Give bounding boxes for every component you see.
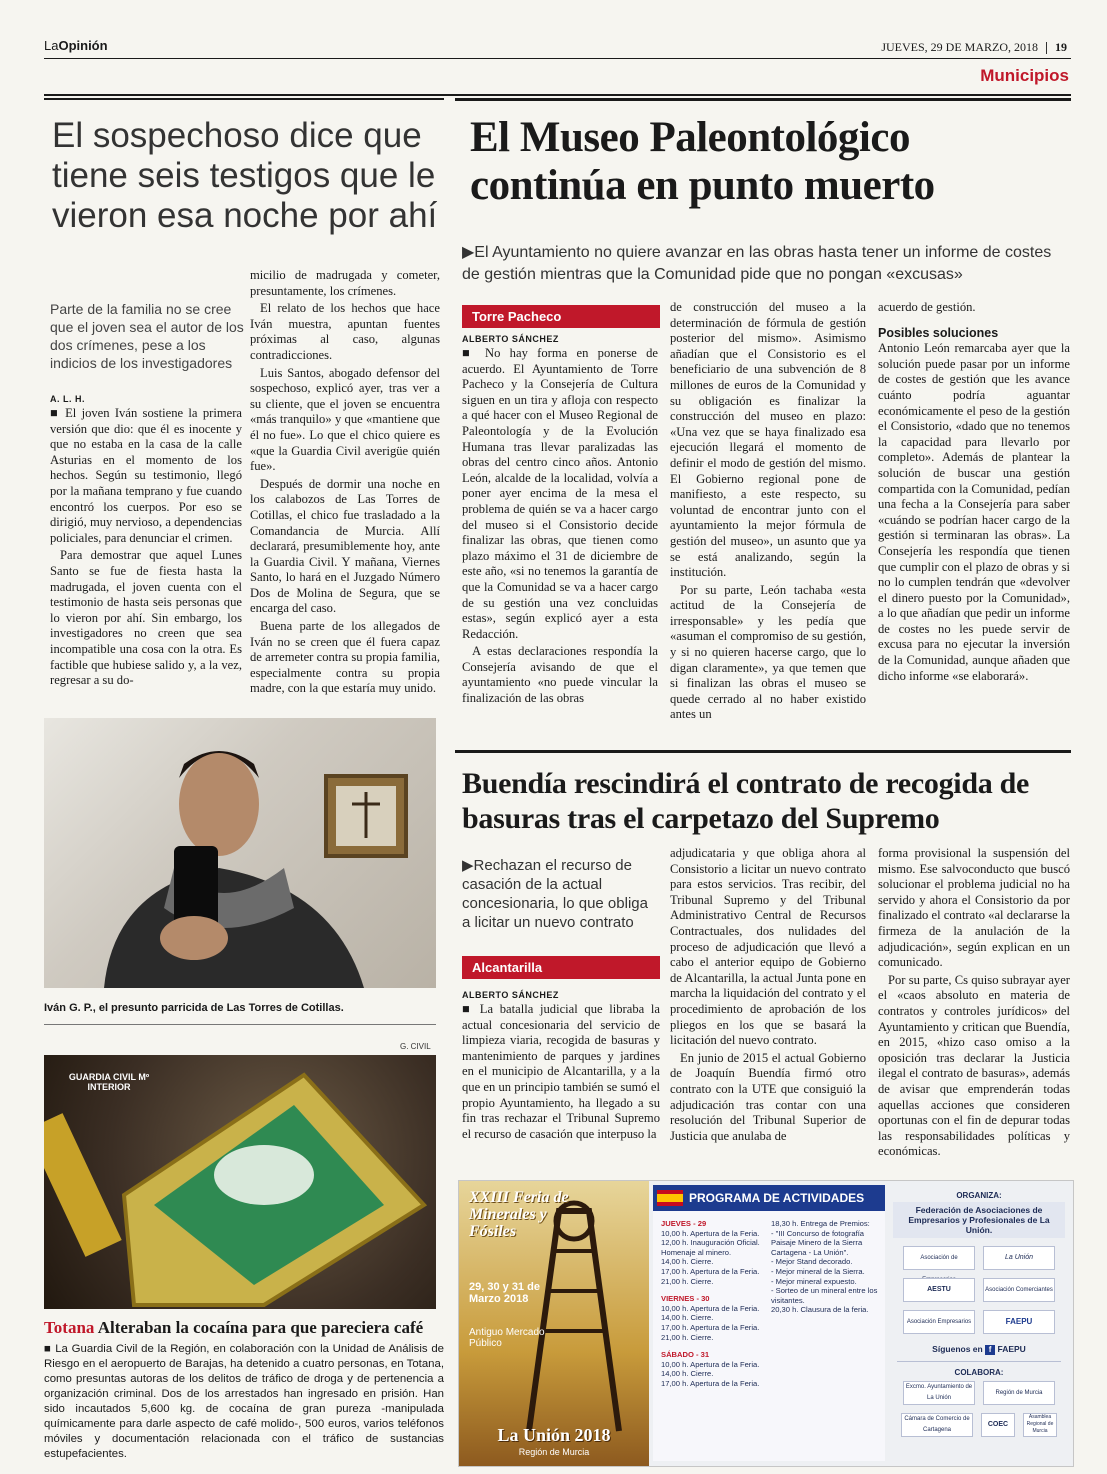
museum-col2-p1: de construcción del museo a la determinación de fórmula de gestión posterior del mismo». Asimismo añadían que el Consistorio es el beneficiario de una subvención de 8 millones de euros de la Comunidad y su obligación es finalizar la construcción del museo en plazo: «Una vez que se haya finalizado esa ejecución llegará el momento de definir el modo de gestión del mismo. El Gobierno regional pone de manifiesto, a este respecto, su voluntad de encontrar junto con el ayuntamiento la mejor fórmula de gestión del museo», un asunto que ya se está analizando, según la institución. <box>670 300 866 580</box>
buendia-col3 <box>878 846 1070 1162</box>
colab-logo: Región de Murcia <box>983 1381 1055 1405</box>
ad-fair-brand: La Unión 2018 <box>497 1425 611 1445</box>
museum-headline: El Museo Paleontológico continúa en punto muerto <box>470 114 935 209</box>
ad-program-left <box>661 1219 767 1389</box>
header-rule <box>44 58 1071 59</box>
museum-col1 <box>462 346 658 709</box>
program-item: - Mejor mineral de la Sierra. <box>771 1266 865 1276</box>
program-item: - Sorteo de un mineral entre los visitantes. <box>771 1286 878 1305</box>
museum-col2 <box>670 300 866 725</box>
left-col2-p4: Después de dormir una noche en los calabozos de Las Torres de Cotillas, el chico fue trasladado a la Comandancia de Murcia. Allí declarará, presumiblemente hoy, ante la Guardia Civil. Y mañana, Viernes Santo, lo hará en el Juzgado Número Dos de Molina de Segura, que se encarga del caso. <box>250 476 440 616</box>
page-number: 19 <box>1055 40 1067 54</box>
org-logo: La Unión <box>983 1246 1055 1270</box>
left-col2-p1: micilio de madrugada y cometer, presuntamente, los crímenes. <box>250 268 440 298</box>
ad-follow <box>889 1344 1069 1355</box>
program-item: 17,00 h. Apertura de la Feria. <box>661 1322 760 1332</box>
totana-headline: Alteraban la cocaína para que pareciera café <box>97 1318 424 1337</box>
left-headline: El sospechoso dice que tiene seis testigos que le vieron esa noche por ahí <box>52 116 438 235</box>
museum-col3-top: acuerdo de gestión. <box>878 300 976 314</box>
colab-logo: Asamblea Regional de Murcia <box>1023 1413 1057 1437</box>
ad-organiza-label: ORGANIZA: <box>956 1191 1002 1200</box>
ad-follow-label: Síguenos en <box>932 1344 983 1354</box>
ad-program <box>653 1185 885 1461</box>
museum-subhead: ▶El Ayuntamiento no quiere avanzar en las obras hasta tener un informe de costes de gestión mientras que la Comunidad pide que no pongan «excusas» <box>462 244 1052 283</box>
totana-location: Totana <box>44 1318 95 1337</box>
cocaine-photo <box>44 1055 436 1309</box>
org-logo: FAEPU <box>983 1310 1055 1334</box>
ad-org-logos <box>889 1242 1069 1338</box>
museum-col2-p2: Por su parte, León tachaba «esta actitud de la Consejería de irresponsable» y les pedía que «asuman el compromiso de su gestión, y si no quieren hacerse cargo, que lo digan claramente», ya que temen que si finalizan las obras el museo se quede cerrado al no haber existido antes un <box>670 582 866 722</box>
left-col2-p5: Buena parte de los allegados de Iván no se creen que él fuera capaz de arremeter contra su propia familia, especialmente contra su propia madre, con la que estaría muy unido. <box>250 619 440 696</box>
buendia-col2-p2: En junio de 2015 el actual Gobierno de Joaquín Buendía firmó otro contrato con la UTE que consiguió la adjudicación tras contar con una resolución del Tribunal Superior de Justicia que anulaba de <box>670 1050 866 1143</box>
ad-program-header <box>653 1185 885 1211</box>
program-item: 14,00 h. Cierre. <box>661 1257 714 1267</box>
buendia-col1-p1: ■ La batalla judicial que libraba la actual concesionaria del servicio de limpieza viaria, recogida de basuras y mantenimiento de parques y jardines en el municipio de Alcantarilla, y a la que en un principio también se sumó el propio Ayuntamiento, ha llegado a su fin tras rechazar el Tribunal Supremo el recurso de casación que interpuso la <box>462 1002 660 1141</box>
program-item: - Mejor mineral expuesto. <box>771 1276 857 1286</box>
museum-col1-p1: ■ No hay forma en ponerse de acuerdo. El Ayuntamiento de Torre Pacheco y la Consejería de Cultura siguen en un tira y afloja con respecto a qué hacer con el Museo Regional de Paleontología y de la Evolución Humana tras llevar paralizadas las obras del centro cinco años. Antonio León, alcalde de la localidad, volvía a poner ayer encima de la mesa el problema de quién se va a hacer cargo del museo si el Consistorio decide finalizar las obras, que tienen como plazo máximo el 31 de diciembre de este año, «si no tenemos la garantía de que la Comunidad se va a hacer cargo de su gestión una vez concluidas estas», según explicó ayer a esta Redacción. <box>462 346 658 641</box>
left-lead: Parte de la familia no se cree que el joven sea el autor de los dos crímenes, pese a los indicios de los investigadores <box>50 301 244 371</box>
masthead <box>44 38 108 53</box>
cocaine-photo-illustration <box>44 1055 436 1309</box>
museum-col3-p1: Antonio León remarcaba ayer que la solución puede pasar por un informe de costes de gestión que les avance cuánto podría aguantar económicamente el peso de la gestión el Consistorio, «dado que no tenemos la capacidad para llevarlo por completo». Además de plantear la solución de buscar una gestión compartida con la Comunidad, pedían una fecha a la Consejería para saber «cuándo se podrían hacer cargo de la gestión si terminaran las obras». La Consejería les respondía que tienen que cumplir con el plazo de obras y si no lo cumplen tendrán que «devolver el dinero puesto por la Comunidad», a lo que añadían que pedir un informe de costes no les puede servir de excusa para no ejecutar la inversión de la Comunidad, aunque añaden que dicho informe «se elaborará». <box>878 341 1070 683</box>
buendia-col3-p2: Por su parte, Cs quiso subrayar ayer el «caos absoluto en materia de contratos y controles jurídicos» del Ayuntamiento y critican que Buendía, en 2015, «hizo caso omiso a la oposición tras declarar la Justicia ilegal el contrato de basuras», además de avisar que emprenderán todas aquellas acciones que consideren oportunas con el fin de depurar todas las responsabilidades políticas y económicas. <box>878 972 1070 1159</box>
ad-sponsors <box>889 1185 1069 1461</box>
museum-col3 <box>878 300 1070 686</box>
ad-fair-region: Región de Murcia <box>518 1447 590 1457</box>
ad-fair-panel <box>459 1181 649 1466</box>
org-logo: AESTU <box>903 1278 975 1302</box>
ad-fair-title: XXIII Feria de Minerales y Fósiles <box>469 1189 569 1240</box>
ad-follow-handle: FAEPU <box>997 1344 1026 1354</box>
program-item: 21,00 h. Cierre. <box>661 1332 714 1342</box>
program-item: 17,00 h. Apertura de la Feria. <box>661 1266 760 1276</box>
colab-logo: Excmo. Ayuntamiento de La Unión <box>903 1381 975 1405</box>
left-col2-p3: Luis Santos, abogado defensor del sospechoso, explicó ayer, tras ver a su cliente, que el joven se encuentra «más tranquilo» y que «mantiene que él no fue». Lo que el chico quiere es «que la Guardia Civil averigüe quién fue». <box>250 365 440 474</box>
totana-body: ■ La Guardia Civil de la Región, en colaboración con la Unidad de Análisis de Riesgo en el aeropuerto de Barajas, ha detenido a cuatro personas, en Totana, como presuntas autoras de los delitos de tráfico de droga y de pertenencia a organización criminal. Dos de los arrestados han ingresado en prisión. Han sido incautados 5,600 kg. de cocaína de gran pureza -manipulada químicamente para darle aspecto de café molido-, 500 euros, varios teléfonos móviles y documentación relacionada con el tráfico de sustancias estupefacientes. <box>44 1343 444 1460</box>
program-day-3: SÁBADO - 31 <box>661 1350 710 1360</box>
masthead-pre: La <box>44 38 59 53</box>
date-text: JUEVES, 29 DE MARZO, 2018 <box>881 40 1038 54</box>
buendia-col2-p1: adjudicataria y que obliga ahora al Consistorio a licitar un nuevo contrato para estos servicios. Tras recibir, del Tribunal Supremo y del Tribunal Administrativo Central de Recursos Contractuales, dos nulidades del proceso de adjudicación que llevó a cabo el anterior equipo de Gobierno de Alcantarilla, la actual Junta pone en marcha la liquidación del contrato y el procedimiento de aprobación de los pliegos en los que se basará la licitación del nuevo contrato. <box>670 846 866 1048</box>
buendia-top-rule <box>455 750 1071 753</box>
museum-col3-heading: Posibles soluciones <box>878 325 999 340</box>
cocaine-photo-credit: G. CIVIL <box>400 1042 431 1051</box>
buendia-location-tag: Alcantarilla <box>462 956 660 979</box>
museum-location-tag: Torre Pacheco <box>462 305 660 328</box>
left-byline: A. L. H. <box>50 394 85 404</box>
ad-divider <box>897 1361 1061 1362</box>
program-item: 14,00 h. Cierre. <box>661 1313 714 1323</box>
suspect-photo-caption: Iván G. P., el presunto parricida de Las Torres de Cotillas. <box>44 1002 344 1014</box>
program-day-2: VIERNES - 30 <box>661 1294 710 1304</box>
ad-colab-logos <box>889 1377 1069 1441</box>
left-col1-p2: Para demostrar que aquel Lunes Santo se fue de fiesta hasta la madrugada, el joven cuenta con el testimonio de hasta seis personas que lo vieron por ahí. Sin embargo, los investigadores no creen que sea incompatible una cosa con la otra. Es factible que hubiese salido y, a la vez, regresar a su do- <box>50 548 242 688</box>
buendia-col3-p1: forma provisional la suspensión del mismo. Ese salvoconducto que buscó solucionar el problema judicial no ha servido y ahora el Consistorio da por finalizado el contrato «al declararse la firmeza de la anulación de la adjudicación», según explican en un comunicado. <box>878 846 1070 970</box>
buendia-headline: Buendía rescindirá el contrato de recogida de basuras tras el carpetazo del Supremo <box>462 767 1030 835</box>
org-logo: Asociación de <box>903 1246 975 1270</box>
ad-fair-place: Antiguo Mercado Público <box>469 1327 545 1349</box>
page-date <box>881 40 1067 55</box>
facebook-icon[interactable]: f <box>985 1345 995 1355</box>
totana-headline-block <box>44 1318 444 1338</box>
section-label: Municipios <box>980 66 1069 85</box>
photo-watermark: GUARDIA CIVIL Mº INTERIOR <box>68 1072 150 1092</box>
left-col2-p2: El relato de los hechos que hace Iván muestra, apuntan fuentes próximas al caso, algunas contradicciones. <box>250 301 440 362</box>
colab-logo: COEC <box>981 1413 1015 1437</box>
fair-advertisement <box>458 1180 1074 1467</box>
program-item: 10,00 h. Apertura de la Feria. <box>661 1303 760 1313</box>
left-top-rule <box>44 98 444 100</box>
buendia-col2 <box>670 846 866 1146</box>
museum-top-rule <box>455 98 1071 101</box>
museum-col1-p2: A estas declaraciones respondía la Consejería avisando de que el ayuntamiento «no puede vincular la finalización de las obras <box>462 644 658 706</box>
left-col1-p1: ■ El joven Iván sostiene la primera versión que dio: que él es inocente y que no estaba en la casa de la calle Asturias en el momento de los hechos. Según su testimonio, llegó por la mañana temprano y fue cuando encontró los cuerpos. Por eso se dirigió, muy nervioso, a dependencias policiales, para denunciar el crimen. <box>50 406 242 545</box>
program-day-1: JUEVES - 29 <box>661 1219 707 1228</box>
spain-flag-icon <box>657 1190 683 1206</box>
program-item: 18,30 h. Entrega de Premios: <box>771 1219 870 1228</box>
org-logo: Asociación Empresarios <box>903 1310 975 1334</box>
program-item: 20,30 h. Clausura de la feria. <box>771 1305 869 1315</box>
left-col1 <box>50 406 242 691</box>
program-item: 14,00 h. Cierre. <box>661 1369 714 1379</box>
program-item: - "III Concurso de fotografía Paisaje Minero de la Sierra Cartagena - La Unión". <box>771 1228 865 1257</box>
museum-byline: ALBERTO SÁNCHEZ <box>462 334 559 344</box>
program-item: 21,00 h. Cierre. <box>661 1276 714 1286</box>
buendia-byline: ALBERTO SÁNCHEZ <box>462 990 559 1000</box>
program-item: - Mejor Stand decorado. <box>771 1257 853 1267</box>
suspect-photo-illustration <box>44 718 436 988</box>
buendia-subhead: ▶Rechazan el recurso de casación de la actual concesionaria, lo que obliga a licitar un nuevo contrato <box>462 857 648 931</box>
ad-program-right <box>771 1219 879 1315</box>
program-item: 10,00 h. Apertura de la Feria. <box>661 1359 760 1369</box>
masthead-bold: Opinión <box>58 38 108 53</box>
ad-colabora-label: COLABORA: <box>954 1367 1004 1377</box>
program-item: 17,00 h. Apertura de la Feria. <box>661 1378 760 1388</box>
program-item: 12,00 h. Inauguración Oficial. Homenaje al minero. <box>661 1238 760 1257</box>
org-logo: Asociación Comerciantes <box>983 1278 1055 1302</box>
ad-program-title: PROGRAMA DE ACTIVIDADES <box>689 1191 865 1205</box>
colab-logo: Cámara de Comercio de Cartagena <box>901 1413 973 1437</box>
left-col2 <box>250 268 440 699</box>
section-rule <box>44 94 1071 96</box>
caption-rule <box>44 1024 436 1025</box>
suspect-photo <box>44 718 436 988</box>
ad-organiza-name: Federación de Asociaciones de Empresarios y Profesionales de La Unión. <box>893 1202 1065 1238</box>
program-item: 10,00 h. Apertura de la Feria. <box>661 1228 760 1238</box>
buendia-col1 <box>462 1002 660 1144</box>
ad-fair-dates: 29, 30 y 31 de Marzo 2018 <box>469 1281 540 1305</box>
